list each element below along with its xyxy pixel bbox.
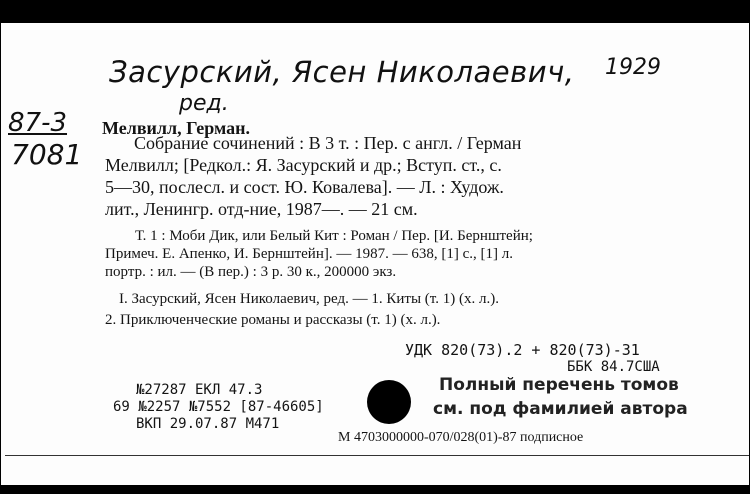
handwritten-year: 1929 (605, 55, 661, 80)
stamp-line-1: Полный перечень томов (439, 375, 679, 395)
author-heading: Мелвилл, Герман. (102, 118, 250, 138)
title-line-1: Собрание сочинений : В 3 т. : Пер. с англ. / Герман (134, 133, 522, 153)
volume-line-3: портр. : ил. — (В пер.) : 3 р. 30 к., 200000 экз. (105, 264, 397, 280)
volume-line-1: Т. 1 : Моби Дик, или Белый Кит : Роман / Пер. [И. Бернштейн; (135, 228, 533, 244)
bottom-rule (5, 455, 749, 456)
bbk-code: ББК 84.7США (567, 359, 660, 375)
volume-line-2: Примеч. Е. Апенко, И. Бернштейн]. — 1987. — 638, [1] с., [1] л. (105, 246, 513, 262)
handwritten-editor-role: ред. (179, 91, 229, 116)
punch-hole (367, 380, 411, 424)
udk-code: УДК 820(73).2 + 820(73)-31 (405, 341, 640, 359)
catalog-card (1, 23, 749, 485)
stamp-line-2: см. под фамилией автора (433, 399, 688, 419)
tracing-line-2: 2. Приключенческие романы и рассказы (т. 1) (х. л.). (105, 312, 441, 328)
title-line-4: лит., Ленингр. отд-ние, 1987—. — 21 см. (105, 199, 418, 219)
handwritten-editor-name: Засурский, Ясен Николаевич, (109, 55, 575, 89)
code-line-3: ВКП 29.07.87 М471 (136, 416, 280, 432)
index-line: М 4703000000-070/028(01)-87 подписное (338, 430, 584, 445)
tracing-line-1: I. Засурский, Ясен Николаевич, ред. — 1. Киты (т. 1) (х. л.). (119, 291, 499, 307)
code-line-1: №27287 ЕКЛ 47.3 (136, 382, 263, 398)
code-line-2: 69 №2257 №7552 [87-46605] (113, 399, 324, 415)
handwritten-class-code: 87-3 (8, 108, 68, 138)
title-line-3: 5—30, послесл. и сост. Ю. Ковалева]. — Л. : Худож. (105, 177, 504, 197)
title-line-2: Мелвилл; [Редкол.: Я. Засурский и др.; Вступ. ст., с. (105, 155, 502, 175)
handwritten-inventory-number: 7081 (11, 138, 83, 171)
